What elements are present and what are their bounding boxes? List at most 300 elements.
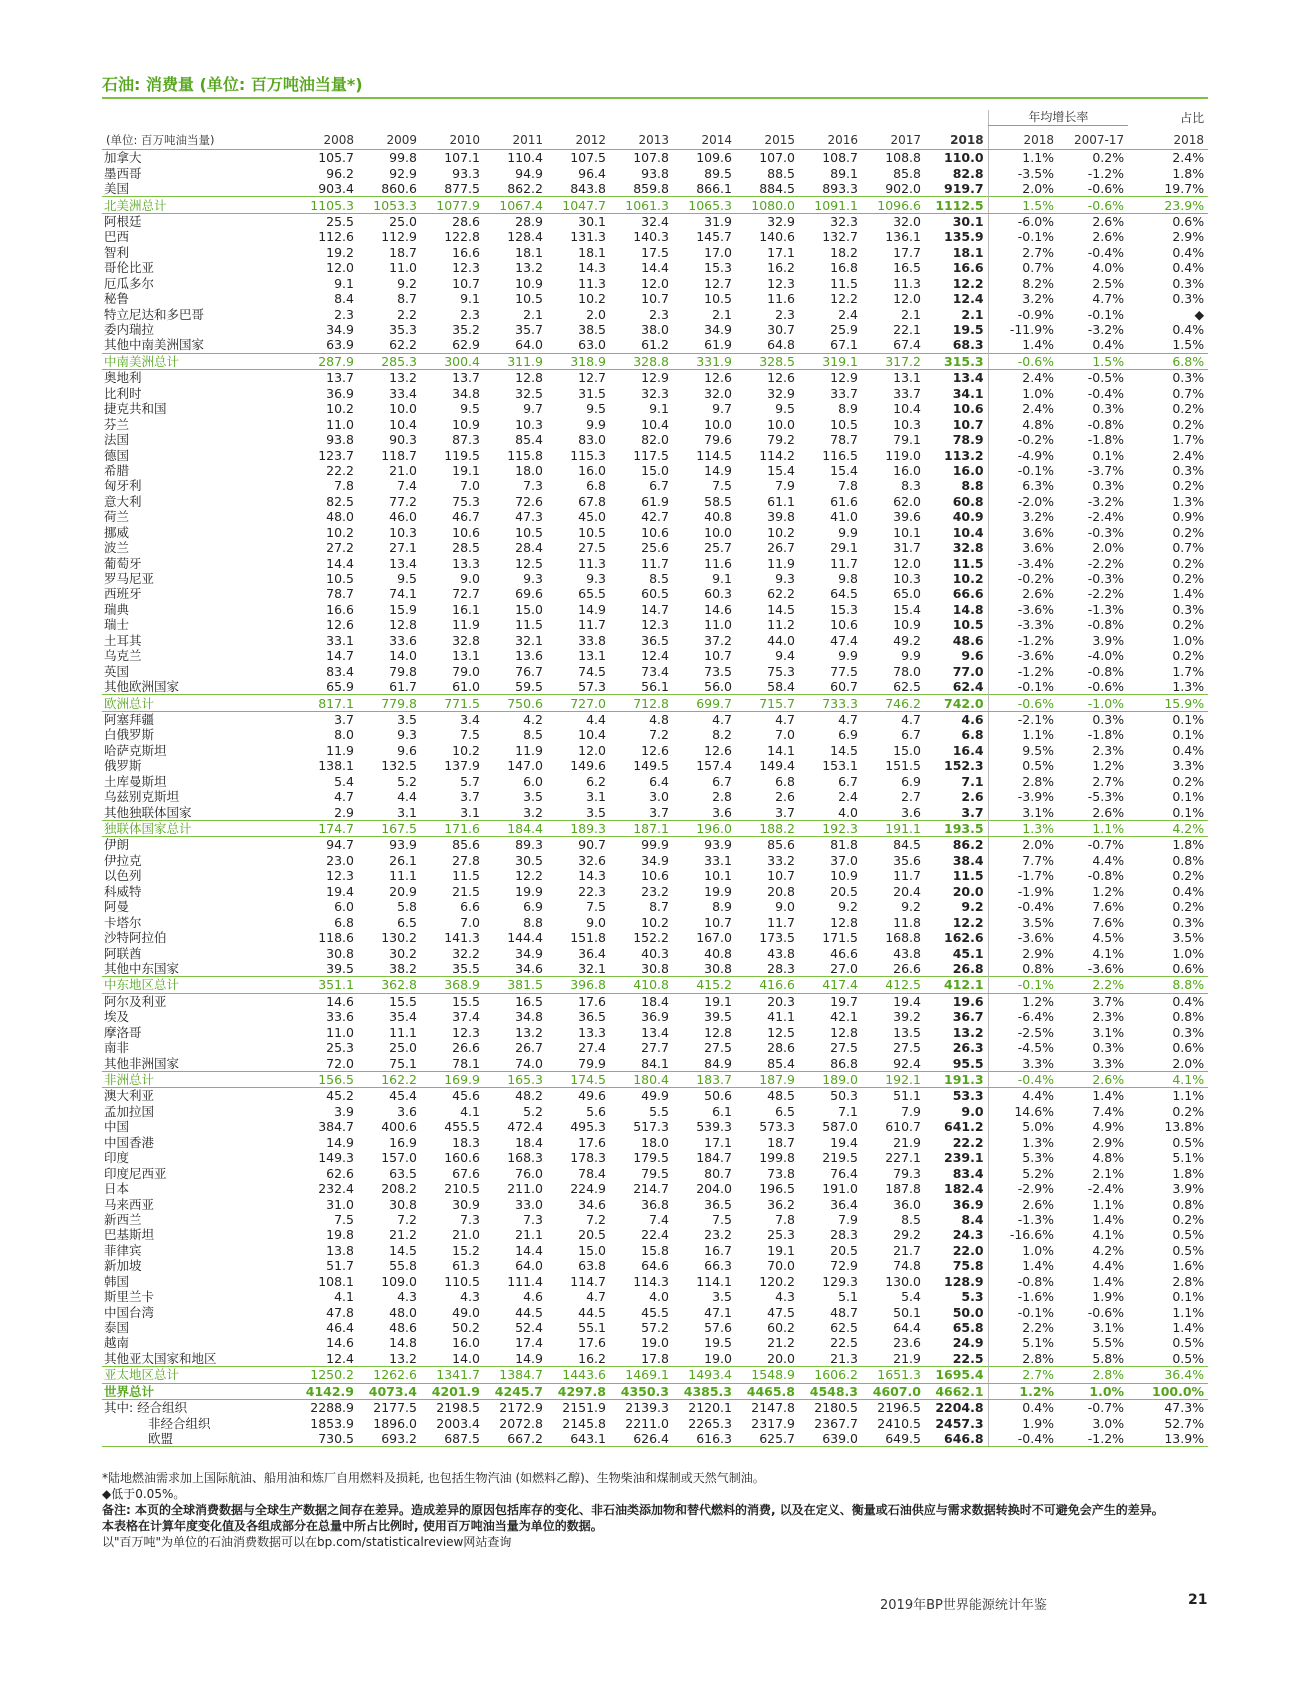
value-cell: 76.7: [515, 663, 543, 679]
row-label: 意大利: [104, 493, 142, 509]
value-cell: 300.4: [421, 353, 484, 369]
value-cell: 160.6: [444, 1150, 480, 1166]
row-label: 欧洲总计: [102, 695, 295, 711]
value-cell: 1053.3: [358, 197, 421, 213]
value-cell: 61.1: [767, 493, 795, 509]
table-row: [102, 306, 1208, 321]
value-cell: 41.0: [830, 509, 858, 525]
value-cell: 319.1: [799, 353, 862, 369]
growth-cell: 2.6%: [988, 586, 1058, 601]
value-cell: 14.5: [389, 1242, 417, 1258]
value-cell: 7.2: [397, 1211, 417, 1227]
growth-cell: 1.9%: [1092, 1289, 1125, 1305]
growth-cell: 2.8%: [988, 1351, 1058, 1367]
value-cell: 117.5: [633, 447, 669, 463]
growth-cell: 0.3%: [1092, 1040, 1125, 1056]
growth-cell: 2.8%: [1058, 1367, 1128, 1383]
footnote-text: 本表格在计算年度变化值及各组成部分在总量中所占比例时, 使用百万吨油当量为单位的数据。: [102, 1519, 603, 1533]
value-cell: 10.2: [952, 571, 984, 587]
share-cell: 0.4%: [1172, 244, 1205, 260]
value-cell: 7.3: [523, 1211, 543, 1227]
value-cell: 64.6: [641, 1258, 669, 1274]
value-cell: 3.4: [460, 711, 480, 727]
value-cell: 51.7: [326, 1258, 354, 1274]
value-cell: 416.6: [736, 977, 799, 993]
value-cell: 16.6: [326, 601, 354, 617]
value-cell: 877.5: [444, 181, 480, 197]
value-cell: 7.0: [460, 478, 480, 494]
value-cell: 39.8: [767, 509, 795, 525]
value-cell: 14.0: [452, 1350, 480, 1366]
value-cell: 14.5: [767, 601, 795, 617]
region-total-row: [102, 977, 1208, 993]
value-cell: 6.9: [523, 899, 543, 915]
value-cell: 78.1: [452, 1055, 480, 1071]
table-row: [102, 837, 1208, 853]
value-cell: 817.1: [295, 695, 358, 711]
value-cell: 29.2: [893, 1227, 921, 1243]
region-total-row: [102, 695, 1208, 711]
value-cell: 92.9: [389, 165, 417, 181]
year-header: 2018: [925, 126, 988, 150]
value-cell: 2147.8: [751, 1400, 795, 1416]
share-cell: 1.8%: [1172, 1165, 1205, 1181]
value-cell: 210.5: [444, 1181, 480, 1197]
growth-cell: -2.0%: [988, 494, 1058, 509]
share-cell: 4.1%: [1128, 1071, 1208, 1087]
growth-cell: -4.0%: [1087, 648, 1125, 664]
value-cell: 149.4: [759, 758, 795, 774]
value-cell: 4385.3: [673, 1383, 736, 1399]
value-cell: 30.2: [389, 945, 417, 961]
value-cell: 12.6: [641, 742, 669, 758]
share-cell: 0.3%: [1172, 291, 1205, 307]
value-cell: 11.9: [326, 742, 354, 758]
value-cell: 3.7: [775, 804, 795, 820]
share-cell: 0.5%: [1172, 1227, 1205, 1243]
value-cell: 11.5: [452, 868, 480, 884]
value-cell: 8.5: [523, 727, 543, 743]
value-cell: 3.2: [523, 804, 543, 820]
value-cell: 83.0: [578, 432, 606, 448]
value-cell: 49.2: [893, 632, 921, 648]
value-cell: 412.1: [925, 977, 988, 993]
value-cell: 119.0: [885, 447, 921, 463]
value-cell: 9.3: [586, 571, 606, 587]
value-cell: 18.7: [389, 244, 417, 260]
value-cell: 15.0: [515, 601, 543, 617]
value-cell: 2.3: [775, 306, 795, 322]
growth-cell: -1.2%: [988, 663, 1058, 678]
value-cell: 29.1: [830, 540, 858, 556]
value-cell: 46.7: [452, 509, 480, 525]
value-cell: 11.8: [893, 914, 921, 930]
value-cell: 115.3: [570, 447, 606, 463]
value-cell: 191.3: [925, 1071, 988, 1087]
value-cell: 32.2: [452, 945, 480, 961]
value-cell: 2.7: [901, 789, 921, 805]
row-label: 土库曼斯坦: [104, 773, 167, 789]
value-cell: 1384.7: [484, 1367, 547, 1383]
value-cell: 27.1: [389, 540, 417, 556]
value-cell: 78.4: [578, 1165, 606, 1181]
value-cell: 400.6: [381, 1119, 417, 1135]
row-label: 挪威: [104, 524, 130, 540]
value-cell: 14.6: [326, 1335, 354, 1351]
share-cell: 1.0%: [1172, 945, 1205, 961]
value-cell: 76.4: [830, 1165, 858, 1181]
value-cell: 21.0: [452, 1227, 480, 1243]
growth-cell: 4.2%: [1092, 1242, 1125, 1258]
growth-cell: 2.7%: [1092, 773, 1125, 789]
value-cell: 23.2: [641, 883, 669, 899]
growth-cell: -3.6%: [988, 648, 1058, 663]
value-cell: 1896.0: [373, 1415, 417, 1431]
value-cell: 12.4: [641, 648, 669, 664]
row-label: 特立尼达和多巴哥: [104, 306, 205, 322]
value-cell: 13.7: [326, 370, 354, 386]
value-cell: 187.9: [736, 1071, 799, 1087]
value-cell: 11.6: [767, 291, 795, 307]
value-cell: 2.2: [397, 306, 417, 322]
value-cell: 573.3: [759, 1119, 795, 1135]
value-cell: 2367.7: [814, 1415, 858, 1431]
share-cell: 0.5%: [1172, 1335, 1205, 1351]
value-cell: 11.2: [767, 617, 795, 633]
value-cell: 36.4: [830, 1196, 858, 1212]
value-cell: 48.6: [952, 632, 984, 648]
value-cell: 152.3: [944, 758, 984, 774]
value-cell: 66.3: [704, 1258, 732, 1274]
share-cell: 2.9%: [1172, 229, 1205, 245]
value-cell: 112.6: [318, 229, 354, 245]
growth-cell: -2.1%: [988, 711, 1058, 727]
share-cell: 4.2%: [1128, 820, 1208, 836]
value-cell: 7.3: [460, 1211, 480, 1227]
value-cell: 3.0: [649, 789, 669, 805]
growth-cell: 4.1%: [1092, 1227, 1125, 1243]
value-cell: 16.2: [578, 1350, 606, 1366]
growth-cell: 5.1%: [988, 1335, 1058, 1350]
value-cell: 114.2: [759, 447, 795, 463]
growth-cell: 3.7%: [1092, 993, 1125, 1009]
value-cell: 58.4: [767, 679, 795, 695]
growth-cell: 5.8%: [1092, 1350, 1125, 1366]
value-cell: 9.0: [961, 1103, 984, 1119]
growth-cell: 0.7%: [988, 260, 1058, 275]
value-cell: 13.8: [326, 1242, 354, 1258]
value-cell: 128.4: [507, 229, 543, 245]
table-row: [102, 322, 1208, 337]
value-cell: 20.0: [952, 883, 984, 899]
value-cell: 9.0: [586, 914, 606, 930]
value-cell: 45.4: [389, 1088, 417, 1104]
table-row: [102, 789, 1208, 804]
growth-cell: 8.2%: [988, 276, 1058, 291]
growth-group-header: 年均增长率: [988, 110, 1128, 126]
row-label: 伊拉克: [104, 852, 142, 868]
value-cell: 11.3: [578, 555, 606, 571]
value-cell: 5.7: [460, 773, 480, 789]
value-cell: 12.8: [830, 1024, 858, 1040]
value-cell: 13.4: [389, 555, 417, 571]
value-cell: 13.3: [452, 555, 480, 571]
value-cell: 11.5: [830, 275, 858, 291]
value-cell: 93.9: [389, 837, 417, 853]
value-cell: 22.3: [578, 883, 606, 899]
value-cell: 19.5: [704, 1335, 732, 1351]
value-cell: 21.9: [893, 1350, 921, 1366]
value-cell: 9.2: [961, 899, 984, 915]
year-header: 2009: [358, 126, 421, 150]
growth-cell: -0.6%: [1087, 1304, 1125, 1320]
value-cell: 10.6: [641, 868, 669, 884]
value-cell: 7.1: [961, 773, 984, 789]
table-row: [102, 758, 1208, 773]
value-cell: 14.4: [326, 555, 354, 571]
value-cell: 27.7: [641, 1040, 669, 1056]
value-cell: 48.5: [767, 1088, 795, 1104]
value-cell: 36.0: [893, 1196, 921, 1212]
value-cell: 83.4: [326, 663, 354, 679]
header-row: [102, 126, 1208, 150]
row-label: 中国台湾: [104, 1304, 155, 1320]
row-label: 土耳其: [104, 632, 142, 648]
value-cell: 65.8: [952, 1320, 984, 1336]
share-cell: 1.4%: [1172, 586, 1205, 602]
growth-cell: 2.0%: [1092, 540, 1125, 556]
growth-cell: -4.9%: [988, 447, 1058, 462]
value-cell: 10.6: [830, 617, 858, 633]
value-cell: 14.9: [326, 1134, 354, 1150]
growth-cell: -0.8%: [1087, 663, 1125, 679]
value-cell: 1548.9: [736, 1367, 799, 1383]
value-cell: 14.7: [326, 648, 354, 664]
growth-col-header: 2018: [988, 126, 1058, 150]
value-cell: 192.3: [799, 820, 862, 836]
value-cell: 34.6: [515, 960, 543, 976]
value-cell: 33.2: [767, 852, 795, 868]
share-cell: 36.4%: [1128, 1367, 1208, 1383]
row-label: 哈萨克斯坦: [104, 742, 167, 758]
share-cell: 0.3%: [1172, 601, 1205, 617]
value-cell: 204.0: [696, 1181, 732, 1197]
value-cell: 4142.9: [295, 1383, 358, 1399]
value-cell: 27.8: [452, 852, 480, 868]
value-cell: 649.5: [862, 1431, 925, 1447]
value-cell: 9.5: [397, 571, 417, 587]
row-label: 乌兹别克斯坦: [104, 789, 180, 805]
share-cell: 0.9%: [1172, 509, 1205, 525]
value-cell: 2.4: [838, 306, 858, 322]
value-cell: 141.3: [444, 930, 480, 946]
growth-cell: 0.3%: [1092, 711, 1125, 727]
row-label: 巴基斯坦: [104, 1227, 155, 1243]
value-cell: 10.0: [704, 524, 732, 540]
growth-cell: 3.0%: [1092, 1415, 1125, 1431]
growth-cell: -3.4%: [988, 555, 1058, 570]
value-cell: 11.3: [893, 275, 921, 291]
growth-cell: -0.9%: [988, 306, 1058, 321]
value-cell: 11.7: [641, 555, 669, 571]
value-cell: 16.4: [952, 742, 984, 758]
value-cell: 27.5: [830, 1040, 858, 1056]
growth-cell: 5.2%: [988, 1165, 1058, 1180]
value-cell: 18.0: [641, 1134, 669, 1150]
growth-cell: -2.2%: [1087, 555, 1125, 571]
table-row: [102, 276, 1208, 291]
value-cell: 15.2: [452, 1242, 480, 1258]
footnote-text: ◆低于0.05%。: [102, 1487, 186, 1501]
value-cell: 67.4: [893, 337, 921, 353]
growth-cell: -16.6%: [988, 1227, 1058, 1242]
value-cell: 61.2: [641, 337, 669, 353]
value-cell: 12.6: [704, 370, 732, 386]
value-cell: 19.0: [704, 1350, 732, 1366]
value-cell: 10.5: [515, 524, 543, 540]
share-cell: 6.8%: [1128, 353, 1208, 369]
share-cell: 0.4%: [1172, 260, 1205, 276]
value-cell: 114.7: [570, 1273, 606, 1289]
value-cell: 20.5: [578, 1227, 606, 1243]
publication-footer: 2019年BP世界能源统计年鉴: [880, 1598, 1047, 1613]
share-cell: 0.2%: [1172, 617, 1205, 633]
growth-cell: 1.4%: [988, 337, 1058, 353]
value-cell: 67.8: [578, 493, 606, 509]
value-cell: 116.5: [822, 447, 858, 463]
value-cell: 64.8: [767, 337, 795, 353]
value-cell: 74.8: [893, 1258, 921, 1274]
value-cell: 27.5: [578, 540, 606, 556]
value-cell: 65.5: [578, 586, 606, 602]
row-label: 印度: [104, 1150, 130, 1166]
year-header: 2012: [547, 126, 610, 150]
share-cell: 0.2%: [1172, 1211, 1205, 1227]
value-cell: 192.1: [862, 1071, 925, 1087]
row-label: 其他非洲国家: [104, 1055, 180, 1071]
value-cell: 7.2: [586, 1211, 606, 1227]
value-cell: 4548.3: [799, 1383, 862, 1399]
value-cell: 87.3: [452, 432, 480, 448]
value-cell: 33.6: [389, 632, 417, 648]
row-label: 俄罗斯: [104, 758, 142, 774]
growth-cell: 7.7%: [988, 853, 1058, 868]
table-row: [102, 571, 1208, 586]
value-cell: 315.3: [925, 353, 988, 369]
row-label: 印度尼西亚: [104, 1165, 167, 1181]
value-cell: 35.3: [389, 322, 417, 338]
value-cell: 625.7: [736, 1431, 799, 1447]
value-cell: 417.4: [799, 977, 862, 993]
value-cell: 48.7: [830, 1304, 858, 1320]
growth-cell: -1.9%: [988, 884, 1058, 899]
value-cell: 34.9: [704, 322, 732, 338]
value-cell: 2.4: [838, 789, 858, 805]
footnote: [102, 1534, 1208, 1550]
value-cell: 12.8: [389, 617, 417, 633]
table-row: [102, 804, 1208, 820]
share-cell: 0.7%: [1172, 540, 1205, 556]
value-cell: 37.2: [704, 632, 732, 648]
value-cell: 69.6: [515, 586, 543, 602]
value-cell: 62.6: [326, 1165, 354, 1181]
growth-cell: 1.4%: [1092, 1211, 1125, 1227]
row-label: 比利时: [104, 385, 142, 401]
share-cell: 3.5%: [1172, 930, 1205, 946]
footnote-text: 以"百万吨"为单位的石油消费数据可以在bp.com/statisticalreview网站查询: [102, 1535, 512, 1549]
value-cell: 23.0: [326, 852, 354, 868]
value-cell: 19.4: [326, 883, 354, 899]
share-cell: 0.6%: [1172, 213, 1205, 229]
growth-cell: -6.4%: [988, 1009, 1058, 1024]
value-cell: 8.3: [901, 478, 921, 494]
value-cell: 32.6: [578, 852, 606, 868]
value-cell: 1047.7: [547, 197, 610, 213]
value-cell: 18.1: [515, 244, 543, 260]
value-cell: 6.6: [460, 899, 480, 915]
share-cell: 1.0%: [1172, 632, 1205, 648]
value-cell: 5.5: [649, 1103, 669, 1119]
share-cell: ◆: [1194, 306, 1205, 322]
value-cell: 2410.5: [877, 1415, 921, 1431]
table-row: [102, 899, 1208, 914]
share-cell: 0.6%: [1172, 1040, 1205, 1056]
growth-cell: -1.0%: [1058, 695, 1128, 711]
table-row: [102, 386, 1208, 401]
value-cell: 47.3: [515, 509, 543, 525]
value-cell: 167.0: [696, 930, 732, 946]
value-cell: 62.2: [767, 586, 795, 602]
value-cell: 39.6: [893, 509, 921, 525]
value-cell: 64.0: [515, 337, 543, 353]
value-cell: 119.5: [444, 447, 480, 463]
share-cell: 2.0%: [1172, 1055, 1205, 1071]
share-cell: 0.3%: [1172, 275, 1205, 291]
value-cell: 9.2: [838, 899, 858, 915]
share-cell: 1.3%: [1172, 679, 1205, 695]
value-cell: 2003.4: [436, 1415, 480, 1431]
share-cell: 1.8%: [1172, 837, 1205, 853]
value-cell: 60.2: [767, 1320, 795, 1336]
year-header: 2017: [862, 126, 925, 150]
value-cell: 34.6: [578, 1196, 606, 1212]
share-cell: 0.1%: [1172, 804, 1205, 820]
value-cell: 28.3: [767, 960, 795, 976]
value-cell: 15.4: [767, 462, 795, 478]
value-cell: 5.8: [397, 899, 417, 915]
value-cell: 22.2: [326, 462, 354, 478]
value-cell: 63.0: [578, 337, 606, 353]
value-cell: 18.4: [641, 993, 669, 1009]
value-cell: 15.9: [389, 601, 417, 617]
value-cell: 40.8: [704, 945, 732, 961]
value-cell: 1061.3: [610, 197, 673, 213]
value-cell: 30.8: [704, 960, 732, 976]
value-cell: 85.4: [767, 1055, 795, 1071]
growth-cell: -0.1%: [988, 977, 1058, 993]
share-cell: 0.2%: [1172, 773, 1205, 789]
table-row: [102, 727, 1208, 742]
value-cell: 86.2: [952, 837, 984, 853]
value-cell: 46.0: [389, 509, 417, 525]
value-cell: 33.0: [515, 1196, 543, 1212]
growth-cell: -3.7%: [1087, 462, 1125, 478]
value-cell: 4073.4: [358, 1383, 421, 1399]
value-cell: 189.3: [547, 820, 610, 836]
value-cell: 60.7: [830, 679, 858, 695]
value-cell: 81.8: [830, 837, 858, 853]
value-cell: 2.1: [523, 306, 543, 322]
